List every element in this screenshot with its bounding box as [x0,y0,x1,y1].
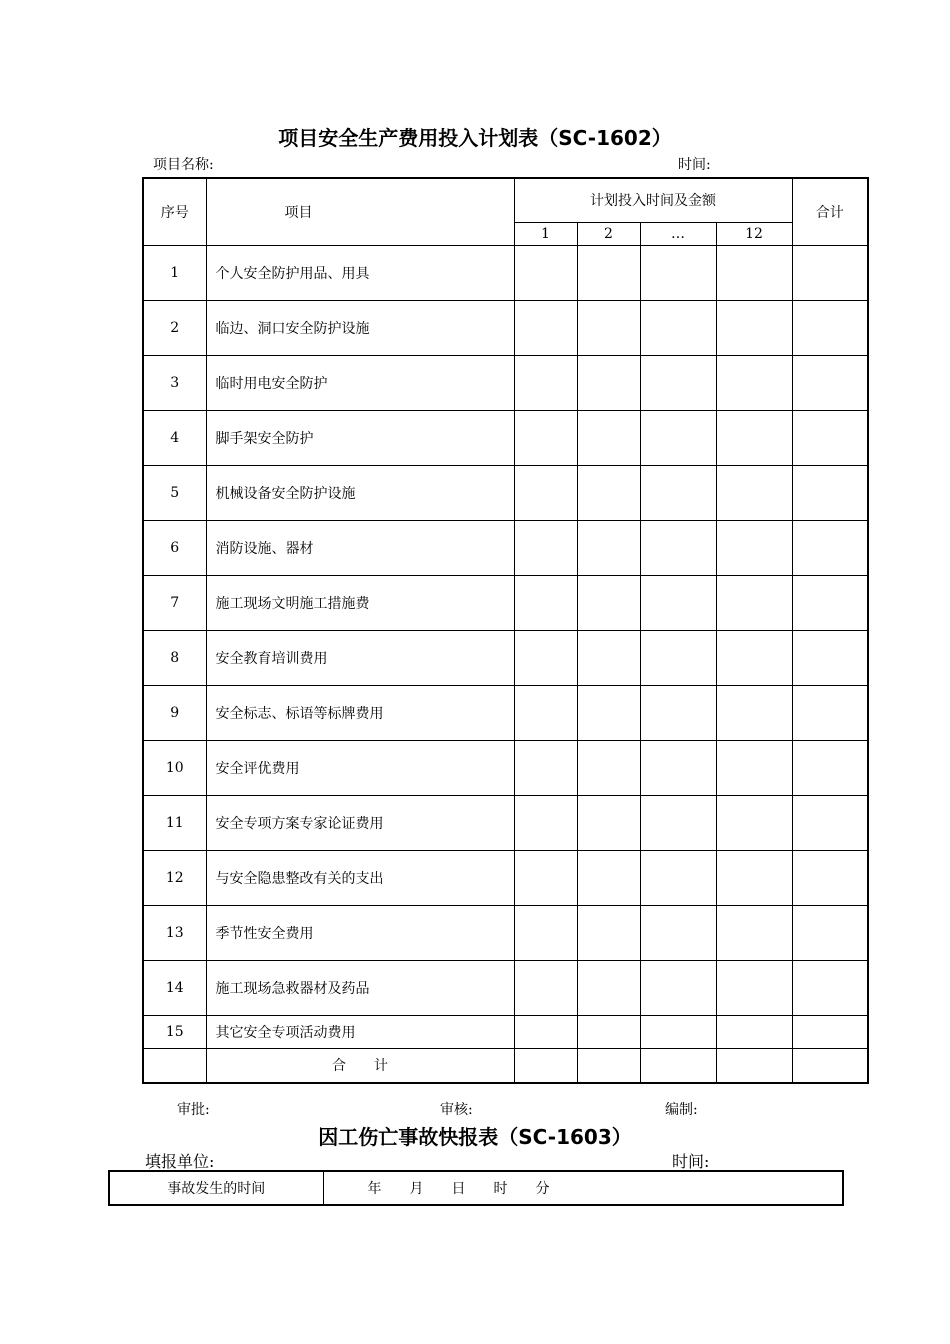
row-item: 临时用电安全防护 [206,355,514,410]
accident-time-row [109,1171,843,1205]
amount-cell[interactable] [716,960,792,1015]
amount-cell[interactable] [640,960,716,1015]
amount-cell[interactable] [577,630,640,685]
form2-title: 因工伤亡事故快报表（SC-1603） [318,1125,632,1149]
accident-time-value: 年 月 日 时 分 [323,1171,843,1205]
header-plan-group: 计划投入时间及金额 [514,178,792,222]
amount-cell[interactable] [514,520,577,575]
row-seq: 11 [143,795,206,850]
amount-cell[interactable] [577,740,640,795]
amount-cell[interactable] [640,410,716,465]
header-month: … [640,222,716,245]
amount-cell[interactable] [792,960,868,1015]
row-item: 个人安全防护用品、用具 [206,245,514,300]
amount-cell[interactable] [640,740,716,795]
amount-cell[interactable] [716,795,792,850]
header-month: 2 [577,222,640,245]
form2-time-label: 时间: [672,1152,710,1171]
amount-cell[interactable] [577,300,640,355]
amount-cell[interactable] [716,465,792,520]
amount-cell[interactable] [716,905,792,960]
row-seq: 12 [143,850,206,905]
row-seq: 2 [143,300,206,355]
table-row [143,685,868,740]
amount-cell[interactable] [716,740,792,795]
amount-cell[interactable] [577,685,640,740]
form1-time-label: 时间: [678,157,711,173]
header-seq: 序号 [143,178,206,245]
row-seq: 15 [143,1015,206,1048]
form1-title: 项目安全生产费用投入计划表（SC-1602） [278,126,672,150]
row-item: 安全标志、标语等标牌费用 [206,685,514,740]
amount-cell[interactable] [792,575,868,630]
row-item: 其它安全专项活动费用 [206,1015,514,1048]
row-item: 施工现场文明施工措施费 [206,575,514,630]
amount-cell[interactable] [577,245,640,300]
amount-cell[interactable] [577,1015,640,1048]
row-item: 机械设备安全防护设施 [206,465,514,520]
amount-cell[interactable] [514,465,577,520]
header-total: 合计 [792,178,868,245]
amount-cell[interactable] [577,795,640,850]
amount-cell[interactable] [514,355,577,410]
row-item: 与安全隐患整改有关的支出 [206,850,514,905]
reporting-unit-label: 填报单位: [145,1152,215,1171]
total-amount-cell[interactable] [792,1048,868,1083]
amount-cell[interactable] [640,630,716,685]
safety-cost-plan-table [142,177,869,1084]
amount-cell[interactable] [716,245,792,300]
table-row [143,905,868,960]
amount-cell[interactable] [716,300,792,355]
row-seq: 3 [143,355,206,410]
amount-cell[interactable] [716,355,792,410]
row-seq: 1 [143,245,206,300]
table-row [143,795,868,850]
amount-cell[interactable] [514,905,577,960]
row-item: 施工现场急救器材及药品 [206,960,514,1015]
amount-cell[interactable] [577,850,640,905]
amount-cell[interactable] [640,465,716,520]
amount-cell[interactable] [640,685,716,740]
amount-cell[interactable] [792,795,868,850]
amount-cell[interactable] [514,630,577,685]
amount-cell[interactable] [640,795,716,850]
row-seq: 5 [143,465,206,520]
table-row [143,850,868,905]
amount-cell[interactable] [792,740,868,795]
total-row-label: 合 计 [206,1048,514,1083]
row-seq: 14 [143,960,206,1015]
amount-cell[interactable] [514,300,577,355]
amount-cell[interactable] [792,245,868,300]
amount-cell[interactable] [577,905,640,960]
row-item: 消防设施、器材 [206,520,514,575]
amount-cell[interactable] [640,355,716,410]
total-row [143,1048,868,1083]
amount-cell[interactable] [514,740,577,795]
amount-cell[interactable] [514,575,577,630]
row-item: 安全评优费用 [206,740,514,795]
amount-cell[interactable] [792,410,868,465]
amount-cell[interactable] [640,850,716,905]
row-item: 安全专项方案专家论证费用 [206,795,514,850]
row-seq: 7 [143,575,206,630]
table-row [143,465,868,520]
header-row-1 [143,178,868,222]
amount-cell[interactable] [514,1015,577,1048]
row-item: 安全教育培训费用 [206,630,514,685]
amount-cell[interactable] [514,685,577,740]
amount-cell[interactable] [640,245,716,300]
table-row [143,740,868,795]
project-name-label: 项目名称: [153,157,214,173]
row-seq: 6 [143,520,206,575]
amount-cell[interactable] [640,1015,716,1048]
total-seq-cell [143,1048,206,1083]
amount-cell[interactable] [640,575,716,630]
row-seq: 13 [143,905,206,960]
table-row [143,1015,868,1048]
row-seq: 10 [143,740,206,795]
amount-cell[interactable] [577,465,640,520]
amount-cell[interactable] [792,905,868,960]
amount-cell[interactable] [792,300,868,355]
amount-cell[interactable] [792,465,868,520]
review-label: 审核: [440,1102,473,1118]
amount-cell[interactable] [514,850,577,905]
total-amount-cell[interactable] [514,1048,577,1083]
table-row [143,520,868,575]
row-seq: 4 [143,410,206,465]
amount-cell[interactable] [792,850,868,905]
amount-cell[interactable] [716,520,792,575]
accident-report-table [108,1170,844,1206]
accident-time-label: 事故发生的时间 [109,1171,323,1205]
amount-cell[interactable] [792,1015,868,1048]
total-amount-cell[interactable] [640,1048,716,1083]
prepare-label: 编制: [665,1102,698,1118]
amount-cell[interactable] [640,520,716,575]
amount-cell[interactable] [716,410,792,465]
amount-cell[interactable] [577,960,640,1015]
table-row [143,245,868,300]
header-month: 12 [716,222,792,245]
amount-cell[interactable] [716,630,792,685]
amount-cell[interactable] [792,685,868,740]
amount-cell[interactable] [577,575,640,630]
row-item: 脚手架安全防护 [206,410,514,465]
amount-cell[interactable] [792,355,868,410]
amount-cell[interactable] [514,960,577,1015]
amount-cell[interactable] [716,1015,792,1048]
amount-cell[interactable] [514,795,577,850]
table-row [143,355,868,410]
table-row [143,630,868,685]
amount-cell[interactable] [514,410,577,465]
table-row [143,575,868,630]
header-month: 1 [514,222,577,245]
row-seq: 8 [143,630,206,685]
approve-label: 审批: [177,1102,210,1118]
total-amount-cell[interactable] [577,1048,640,1083]
amount-cell[interactable] [577,410,640,465]
amount-cell[interactable] [716,685,792,740]
amount-cell[interactable] [640,300,716,355]
amount-cell[interactable] [577,355,640,410]
table-row [143,410,868,465]
amount-cell[interactable] [716,575,792,630]
amount-cell[interactable] [716,850,792,905]
total-amount-cell[interactable] [716,1048,792,1083]
amount-cell[interactable] [792,520,868,575]
row-item: 临边、洞口安全防护设施 [206,300,514,355]
amount-cell[interactable] [640,905,716,960]
row-item: 季节性安全费用 [206,905,514,960]
table-row [143,300,868,355]
table-row [143,960,868,1015]
amount-cell[interactable] [792,630,868,685]
header-item: 项目 [206,178,514,245]
amount-cell[interactable] [577,520,640,575]
row-seq: 9 [143,685,206,740]
amount-cell[interactable] [514,245,577,300]
